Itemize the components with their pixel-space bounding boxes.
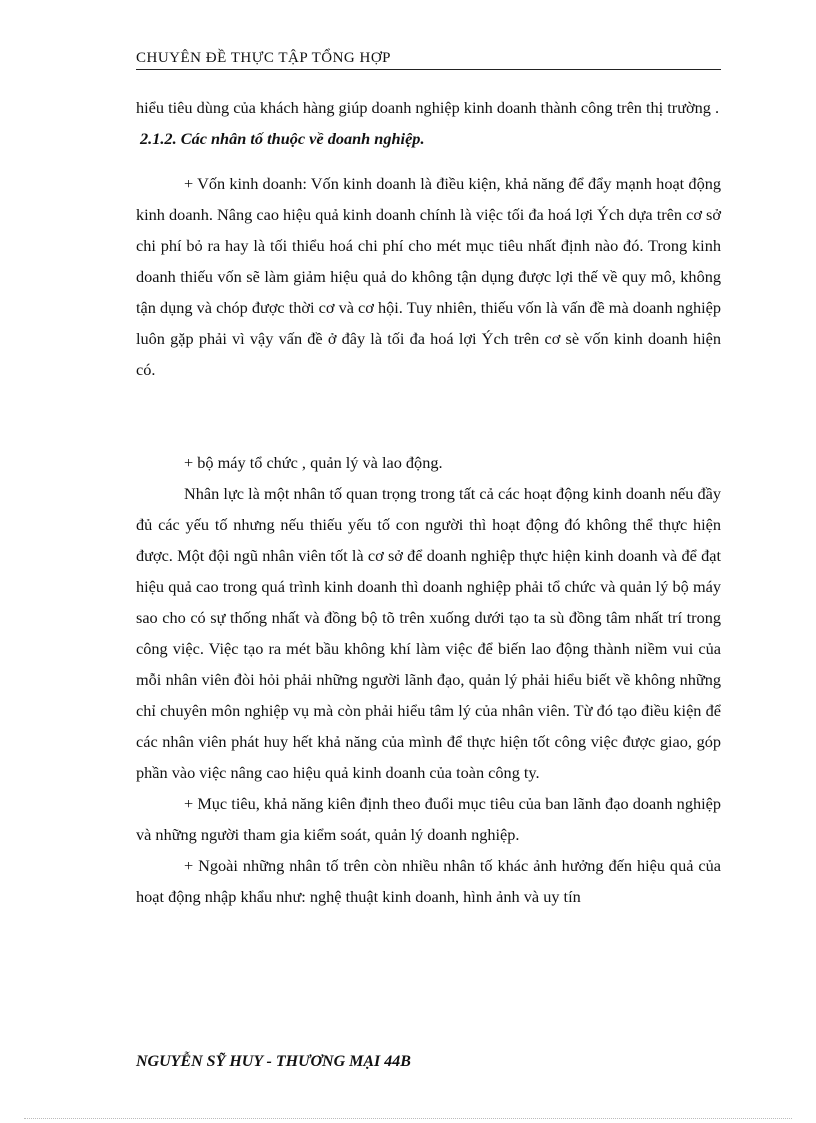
paragraph-other-factors: + Ngoài những nhân tố trên còn nhiều nhân tố khác ảnh hưởng đến hiệu quả của hoạt động nhập khẩu như: nghệ thuật kinh doanh, hình ảnh và uy tín [136, 856, 721, 906]
paragraph-objectives: + Mục tiêu, khả năng kiên định theo đuổi mục tiêu của ban lãnh đạo doanh nghiệp và những người tham gia kiểm soát, quản lý doanh nghiệp. [136, 794, 721, 844]
paragraph-capital: + Vốn kinh doanh: Vốn kinh doanh là điều kiện, khả năng để đẩy mạnh hoạt động kinh doanh. Nâng cao hiệu quả kinh doanh chính là việc tối đa hoá lợi Ých dựa trên cơ sở chi phí bỏ ra hay là tối thiểu hoá chi phí cho mét mục tiêu nhất định nào đó. Trong kinh doanh thiếu vốn sẽ làm giảm hiệu quả do không tận dụng được lợi thế về quy mô, không tận dụng và chóp được thời cơ và cơ hội. Tuy nhiên, thiếu vốn là vấn đề mà doanh nghiệp luôn gặp phải vì vậy vấn đề ở đây là tối đa hoá lợi Ých trên cơ sè vốn kinh doanh hiện có. [136, 174, 721, 379]
page-footer [136, 1053, 411, 1071]
paragraph-continuation: hiểu tiêu dùng của khách hàng giúp doanh nghiệp kinh doanh thành công trên thị trường . [136, 98, 720, 117]
page-edge-divider [24, 1118, 792, 1119]
section-heading: 2.1.2. Các nhân tố thuộc về doanh nghiệp. [140, 129, 425, 148]
spacer [136, 154, 721, 168]
spacer [136, 385, 721, 447]
header-title: CHUYÊN ĐỀ THỰC TẬP TỔNG HỢP [136, 50, 392, 66]
page-header [136, 50, 721, 70]
paragraph-human-resources: Nhân lực là một nhân tố quan trọng trong tất cả các hoạt động kinh doanh nếu đầy đủ các yếu tố nhưng nếu thiếu yếu tố con người thì hoạt động đó không thể thực hiện được. Một đội ngũ nhân viên tốt là cơ sở để doanh nghiệp thực hiện kinh doanh và để đạt hiệu quả cao trong quá trình kinh doanh thì doanh nghiệp phải tổ chức và quản lý bộ máy sao cho có sự thống nhất và đồng bộ tõ trên xuống dưới tạo ta sù đồng tâm nhất trí trong công việc. Việc tạo ra mét bầu không khí làm việc để biến lao động thành niềm vui của mỗi nhân viên đòi hỏi phải những người lãnh đạo, quản lý phải hiểu biết về không những chỉ chuyên môn nghiệp vụ mà còn phải hiểu tâm lý của nhân viên. Từ đó tạo điều kiện để các nhân viên phát huy hết khả năng của mình để thực hiện tốt công việc được giao, góp phần vào việc nâng cao hiệu quả kinh doanh của toàn công ty. [136, 484, 721, 782]
document-body [136, 92, 721, 912]
paragraph-organization-title: + bộ máy tổ chức , quản lý và lao động. [184, 453, 443, 472]
footer-author: NGUYỄN SỸ HUY - THƯƠNG MẠI 44B [136, 1053, 411, 1070]
